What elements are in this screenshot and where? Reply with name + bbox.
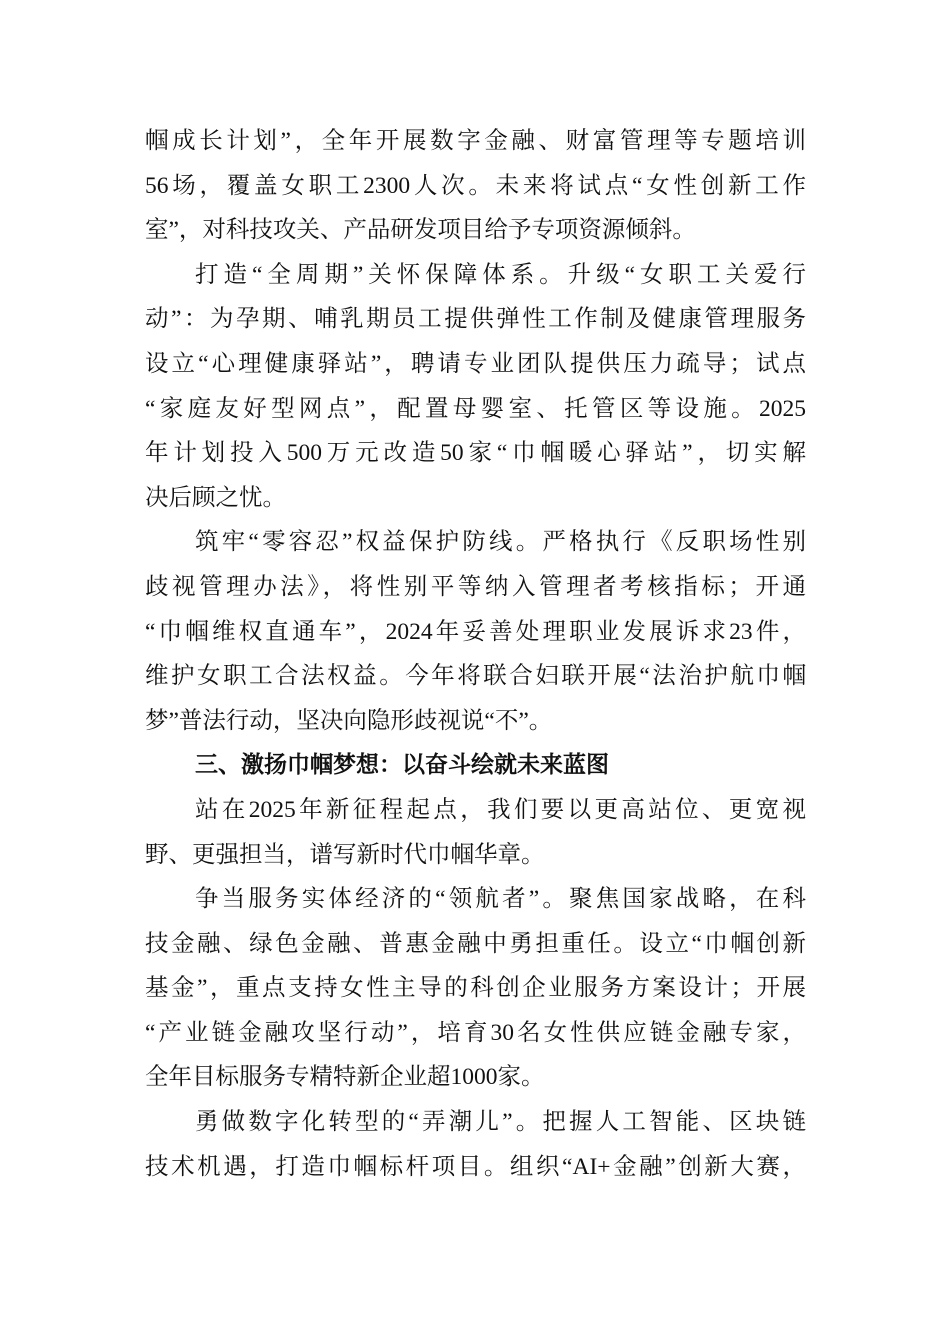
text-line: “巾帼维权直通车”，2024年妥善处理职业发展诉求23件， bbox=[145, 618, 806, 645]
text-line: 筑牢“零容忍”权益保护防线。严格执行《反职场性别 bbox=[195, 529, 806, 556]
text-line: 歧视管理办法》，将性别平等纳入管理者考核指标；开通 bbox=[145, 573, 806, 600]
text-line: “产业链金融攻坚行动”，培育30名女性供应链金融专家， bbox=[145, 1019, 806, 1046]
text-line: 技金融、绿色金融、普惠金融中勇担重任。设立“巾帼创新 bbox=[145, 930, 806, 957]
text-line: 56场，覆盖女职工2300人次。未来将试点“女性创新工作 bbox=[145, 172, 806, 199]
text-line: 站在2025年新征程起点，我们要以更高站位、更宽视 bbox=[195, 796, 806, 823]
text-line: 帼成长计划”，全年开展数字金融、财富管理等专题培训 bbox=[145, 128, 806, 154]
text-line: 维护女职工合法权益。今年将联合妇联开展“法治护航巾帼 bbox=[145, 663, 806, 690]
text-line: 技术机遇，打造巾帼标杆项目。组织“AI+金融”创新大赛， bbox=[145, 1153, 806, 1180]
text-line: 全年目标服务专精特新企业超1000家。 bbox=[145, 1064, 545, 1091]
section-heading: 三、激扬巾帼梦想：以奋斗绘就未来蓝图 bbox=[195, 752, 609, 779]
text-line: 决后顾之忧。 bbox=[145, 484, 286, 511]
document-page bbox=[145, 119, 806, 1189]
text-line: 动”：为孕期、哺乳期员工提供弹性工作制及健康管理服务 bbox=[145, 306, 806, 333]
text-line: 基金”，重点支持女性主导的科创企业服务方案设计；开展 bbox=[145, 975, 806, 1002]
text-line: 设立“心理健康驿站”，聘请专业团队提供压力疏导；试点 bbox=[145, 350, 806, 377]
text-line: 野、更强担当，谱写新时代巾帼华章。 bbox=[145, 841, 545, 868]
text-line: “家庭友好型网点”，配置母婴室、托管区等设施。2025 bbox=[145, 395, 806, 422]
text-line: 梦”普法行动，坚决向隐形歧视说“不”。 bbox=[145, 707, 553, 734]
text-line: 室”，对科技攻关、产品研发项目给予专项资源倾斜。 bbox=[145, 217, 696, 244]
text-line: 争当服务实体经济的“领航者”。聚焦国家战略，在科 bbox=[195, 886, 806, 913]
text-line: 年计划投入500万元改造50家“巾帼暖心驿站”，切实解 bbox=[145, 440, 806, 467]
text-line: 勇做数字化转型的“弄潮儿”。把握人工智能、区块链 bbox=[195, 1109, 806, 1136]
text-line: 打造“全周期”关怀保障体系。升级“女职工关爱行 bbox=[195, 261, 806, 288]
